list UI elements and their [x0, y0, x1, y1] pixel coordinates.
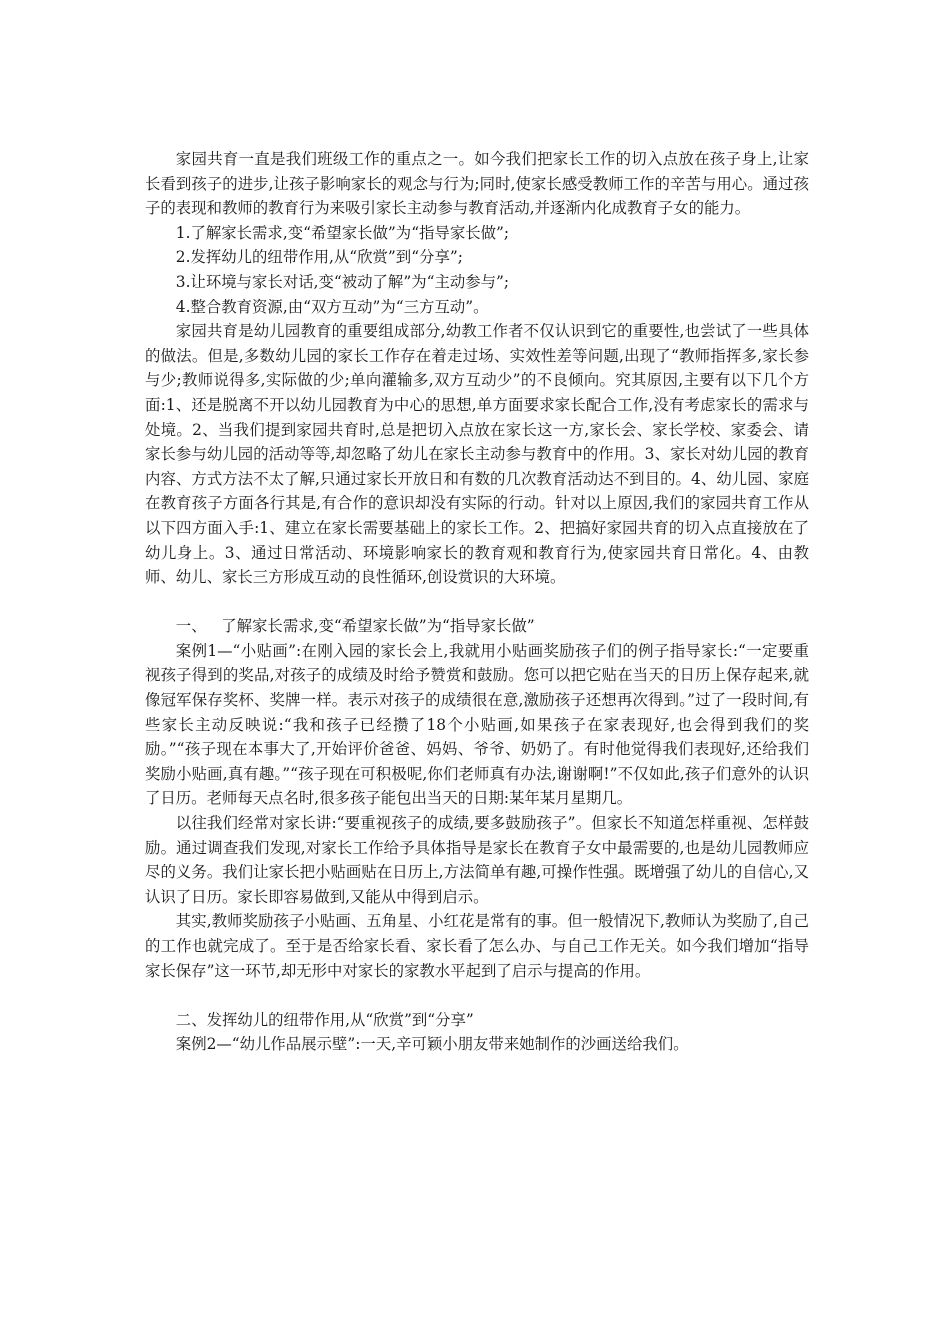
goal-item-2: 2.发挥幼儿的纽带作用,从“欣赏”到“分享”; — [175, 248, 463, 267]
goal-item-3: 3.让环境与家长对话,变“被动了解”为“主动参与”; — [175, 272, 510, 291]
document-page — [145, 147, 809, 1057]
section-spacer — [145, 590, 809, 615]
case-1-conclusion: 其实,教师奖励孩子小贴画、五角星、小红花是常有的事。但一般情况下,教师认为奖励了,自己的工作也就完成了。至于是否给家长看、家长看了怎么办、与自己工作无关。如今我们增加“指导家长保存”这一环节,却无形中对家长的家教水平起到了启示与提高的作用。 — [145, 912, 809, 980]
case-2-paragraph: 案例2—“幼儿作品展示壁”:一天,辛可颖小朋友带来她制作的沙画送给我们。 — [175, 1035, 689, 1054]
case-1-paragraph: 案例1—“小贴画”:在刚入园的家长会上,我就用小贴画奖励孩子们的例子指导家长:“一定要重视孩子得到的奖品,对孩子的成绩及时给予赞赏和鼓励。您可以把它贴在当天的日历上保存起来,就像冠军保存奖杯、奖牌一样。表示对孩子的成绩很在意,激励孩子还想再次得到。”过了一段时间,有些家长主动反映说:“我和孩子已经攒了18个小贴画,如果孩子在家表现好,也会得到我们的奖励。”“孩子现在本事大了,开始评价爸爸、妈妈、爷爷、奶奶了。有时他觉得我们表现好,还给我们奖励小贴画,真有趣。”“孩子现在可积极呢,你们老师真有办法,谢谢啊!”不仅如此,孩子们意外的认识了日历。老师每天点名时,很多孩子能包出当天的日期:某年某月星期几。 — [145, 641, 809, 808]
background-paragraph: 家园共育是幼儿园教育的重要组成部分,幼教工作者不仅认识到它的重要性,也尝试了一些具体的做法。但是,多数幼儿园的家长工作存在着走过场、实效性差等问题,出现了“教师指挥多,家长参与少;教师说得多,实际做的少;单向灌输多,双方互动少”的不良倾向。究其原因,主要有以下几个方面:1、还是脱离不开以幼儿园教育为中心的思想,单方面要求家长配合工作,没有考虑家长的需求与处境。2、当我们提到家园共育时,总是把切入点放在家长这一方,家长会、家长学校、家委会、请家长参与幼儿园的活动等等,却忽略了幼儿在家长主动参与教育中的作用。3、家长对幼儿园的教育内容、方式方法不太了解,只通过家长开放日和有数的几次教育活动达不到目的。4、幼儿园、家庭在教育孩子方面各行其是,有合作的意识却没有实际的行动。针对以上原因,我们的家园共育工作从以下四方面入手:1、建立在家长需要基础上的家长工作。2、把搞好家园共育的切入点直接放在了幼儿身上。3、通过日常活动、环境影响家长的教育观和教育行为,使家园共育日常化。4、由教师、幼儿、家长三方形成互动的良性循环,创设赏识的大环境。 — [145, 322, 809, 587]
intro-paragraph: 家园共育一直是我们班级工作的重点之一。如今我们把家长工作的切入点放在孩子身上,让家长看到孩子的进步,让孩子影响家长的观念与行为;同时,使家长感受教师工作的辛苦与用心。通过孩子的表现和教师的教育行为来吸引家长主动参与教育活动,并逐渐内化成教育子女的能力。 — [145, 150, 809, 218]
section-1-heading: 一、 了解家长需求,变“希望家长做”为“指导家长做” — [175, 617, 535, 636]
section-spacer — [145, 983, 809, 1008]
goal-item-4: 4.整合教育资源,由“双方互动”为“三方互动”。 — [175, 297, 489, 316]
goal-item-1: 1.了解家长需求,变“希望家长做”为“指导家长做”; — [175, 223, 510, 242]
case-1-discussion: 以往我们经常对家长讲:“要重视孩子的成绩,要多鼓励孩子”。但家长不知道怎样重视、怎样鼓励。通过调查我们发现,对家长工作给予具体指导是家长在教育子女中最需要的,也是幼儿园教师应尽的义务。我们让家长把小贴画贴在日历上,方法简单有趣,可操作性强。既增强了幼儿的自信心,又认识了日历。家长即容易做到,又能从中得到启示。 — [145, 814, 809, 906]
section-2-heading: 二、发挥幼儿的纽带作用,从“欣赏”到“分享” — [175, 1010, 474, 1029]
